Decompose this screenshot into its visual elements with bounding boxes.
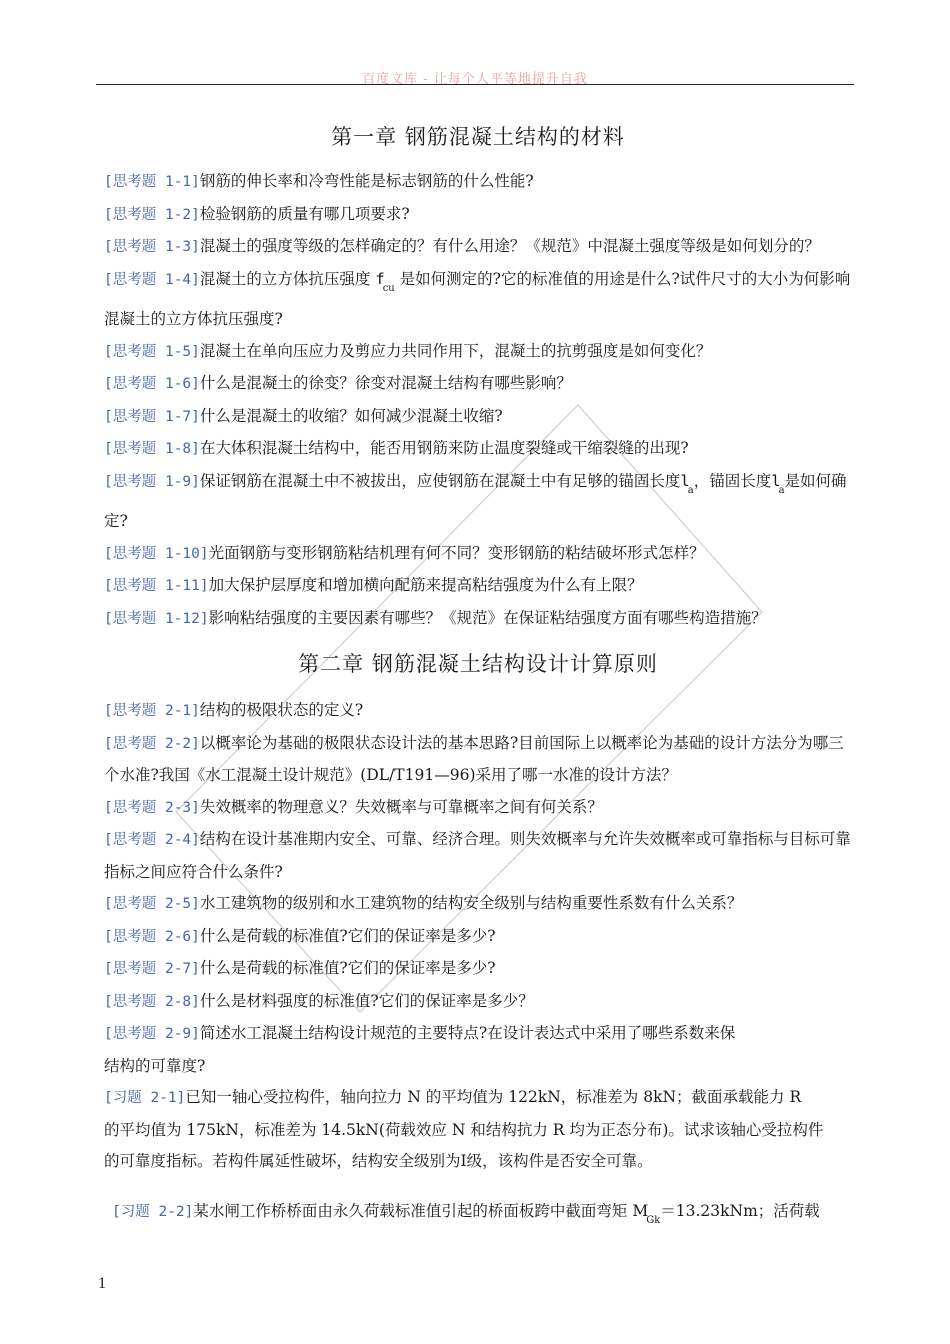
question-2-5 — [104, 888, 852, 921]
question-text: 检验钢筋的质量有哪几项要求? — [199, 204, 410, 223]
question-text: 加大保护层厚度和增加横向配筋来提高粘结强度为什么有上限？ — [208, 576, 643, 594]
question-tag: [思考题 1-10] — [104, 545, 209, 562]
question-tag: [思考题 1-7] — [104, 408, 200, 425]
question-text: 混凝土的立方体抗压强度 — [199, 269, 371, 288]
question-1-9 — [104, 466, 852, 538]
question-text: 钢筋的伸长率和冷弯性能是标志钢筋的什么性能? — [199, 172, 534, 190]
exercise-2-2 — [104, 1196, 852, 1237]
question-tag: [思考题 1-4] — [104, 271, 200, 288]
question-text: 混凝土的强度等级的怎样确定的？有什么用途？《规范》中混凝土强度等级是如何划分的？ — [199, 237, 820, 255]
question-text: 什么是荷载的标准值?它们的保证率是多少? — [199, 926, 496, 945]
question-tag: [思考题 2-6] — [104, 928, 200, 945]
question-text: 结构的极限状态的定义? — [199, 701, 364, 719]
page-number: 1 — [98, 1275, 106, 1292]
chapter-2-title: 第二章 钢筋混凝土结构设计计算原则 — [298, 652, 658, 676]
question-tag: [思考题 2-2] — [104, 735, 200, 752]
question-tag: [思考题 2-3] — [104, 799, 200, 816]
question-text: 水工建筑物的级别和水工建筑物的结构安全级别与结构重要性系数有什么关系？ — [199, 894, 743, 912]
symbol-l: l — [680, 471, 690, 490]
question-text: 在大体积混凝土结构中，能否用钢筋来防止温度裂缝或干缩裂缝的出现? — [199, 439, 689, 457]
subscript-a: a — [687, 484, 694, 496]
question-2-3 — [104, 792, 852, 825]
question-tag: [思考题 2-5] — [104, 896, 200, 912]
question-tag: [思考题 1-8] — [104, 441, 200, 457]
question-1-3 — [104, 231, 852, 264]
chapter-1-title: 第一章 钢筋混凝土结构的材料 — [331, 125, 625, 149]
question-tag: [思考题 1-1] — [104, 174, 200, 190]
exercise-text: 某水闸工作桥桥面由永久荷载标准值引起的桥面板跨中截面弯矩 M — [193, 1201, 649, 1220]
question-2-1 — [104, 695, 852, 728]
question-1-7 — [104, 401, 852, 434]
question-text: 光面钢筋与变形钢筋粘结机理有何不同？变形钢筋的粘结破坏形式怎样？ — [208, 543, 705, 562]
question-2-9 — [104, 1018, 852, 1051]
subscript-gk: Gk — [646, 1214, 661, 1226]
question-text: 结构在设计基准期内安全、可靠、经济合理。则失效概率与允许失效概率或可靠指标与目标可靠指标之间应符合什么条件? — [104, 830, 851, 881]
question-text: 什么是混凝土的收缩？如何减少混凝土收缩? — [199, 406, 503, 425]
question-tag: [思考题 2-4] — [104, 832, 200, 848]
question-1-6 — [104, 368, 852, 401]
question-tag: [思考题 2-1] — [104, 703, 200, 719]
question-2-9-continued: 结构的可靠度? — [104, 1056, 206, 1075]
question-text-continued: ，锚固长度 — [693, 471, 772, 490]
symbol-f: f — [375, 269, 385, 288]
question-text-continued: 是如何测定的?它的标准值的用途是什么?试件尺寸的大小为何影响混凝土的立方体抗压强度? — [104, 269, 851, 328]
exercise-text: 已知一轴心受拉构件，轴向拉力 N 的平均值为 122kN，标准差为 8kN；截面承载能力 R — [185, 1088, 802, 1106]
exercise-tag: [习题 2-2] — [112, 1203, 194, 1220]
question-tag: [思考题 1-3] — [104, 239, 200, 255]
question-tag: [思考题 1-6] — [104, 376, 200, 392]
question-text: 简述水工混凝土结构设计规范的主要特点?在设计表达式中采用了哪些系数来保 — [199, 1024, 736, 1042]
question-text: 失效概率的物理意义？失效概率与可靠概率之间有何关系？ — [199, 797, 603, 816]
question-tag: [思考题 1-5] — [104, 343, 200, 360]
question-text: 影响粘结强度的主要因素有哪些？《规范》在保证粘结强度方面有哪些构造措施？ — [208, 608, 767, 627]
question-text: 什么是混凝土的徐变？徐变对混凝土结构有哪些影响？ — [199, 374, 572, 392]
exercise-2-1 — [104, 1082, 852, 1115]
question-1-12 — [104, 603, 852, 636]
question-1-8 — [104, 433, 852, 466]
header-watermark: 百度文库 - 让每个人平等地提升自我 — [362, 72, 588, 87]
exercise-2-1-line-2: 的平均值为 175kN，标准差为 14.5kN(荷载效应 N 和结构抗力 R 均为正态分布)。试求该轴心受拉构件 — [104, 1120, 824, 1139]
question-tag: [思考题 2-8] — [104, 993, 200, 1010]
question-2-8 — [104, 986, 852, 1019]
question-text: 什么是荷载的标准值?它们的保证率是多少? — [199, 959, 496, 977]
question-2-6 — [104, 921, 852, 954]
question-1-11 — [104, 570, 852, 603]
question-tag: [思考题 2-9] — [104, 1026, 200, 1042]
exercise-text-continued: ＝13.23kNm；活荷载 — [660, 1201, 820, 1220]
question-tag: [思考题 1-12] — [104, 610, 209, 627]
exercise-2-1-line-3: 的可靠度指标。若构件属延性破坏，结构安全级别为Ⅰ级，该构件是否安全可靠。 — [104, 1152, 653, 1170]
question-text: 混凝土在单向压应力及剪应力共同作用下，混凝土的抗剪强度是如何变化？ — [199, 341, 712, 360]
subscript-a: a — [778, 484, 785, 496]
question-1-2 — [104, 199, 852, 232]
question-2-7 — [104, 953, 852, 986]
question-tag: [思考题 1-2] — [104, 206, 200, 223]
question-text: 保证钢筋在混凝土中不被拔出，应使钢筋在混凝土中有足够的锚固长度 — [199, 471, 681, 490]
symbol-l: l — [771, 471, 781, 490]
question-2-2 — [104, 728, 852, 792]
paragraph-gap — [104, 1178, 852, 1196]
subscript-cu: cu — [382, 282, 395, 294]
question-1-4 — [104, 264, 852, 336]
document-body — [104, 112, 852, 1236]
question-1-1 — [104, 166, 852, 199]
question-1-10 — [104, 538, 852, 571]
question-text: 什么是材料强度的标准值?它们的保证率是多少？ — [199, 991, 534, 1010]
header-rule — [96, 84, 854, 85]
question-tag: [思考题 1-9] — [104, 473, 200, 490]
question-text: 以概率论为基础的极限状态设计法的基本思路?目前国际上以概率论为基础的设计方法分为哪三个水准?我国《水工混凝土设计规范》(DL/T191—96)采用了哪一水准的设计方法？ — [104, 733, 844, 784]
exercise-tag: [习题 2-1] — [104, 1090, 186, 1106]
question-tag: [思考题 1-11] — [104, 578, 209, 594]
question-text-end: 是如何确定? — [104, 471, 847, 530]
question-tag: [思考题 2-7] — [104, 961, 200, 977]
question-2-4 — [104, 824, 852, 888]
question-1-5 — [104, 336, 852, 369]
